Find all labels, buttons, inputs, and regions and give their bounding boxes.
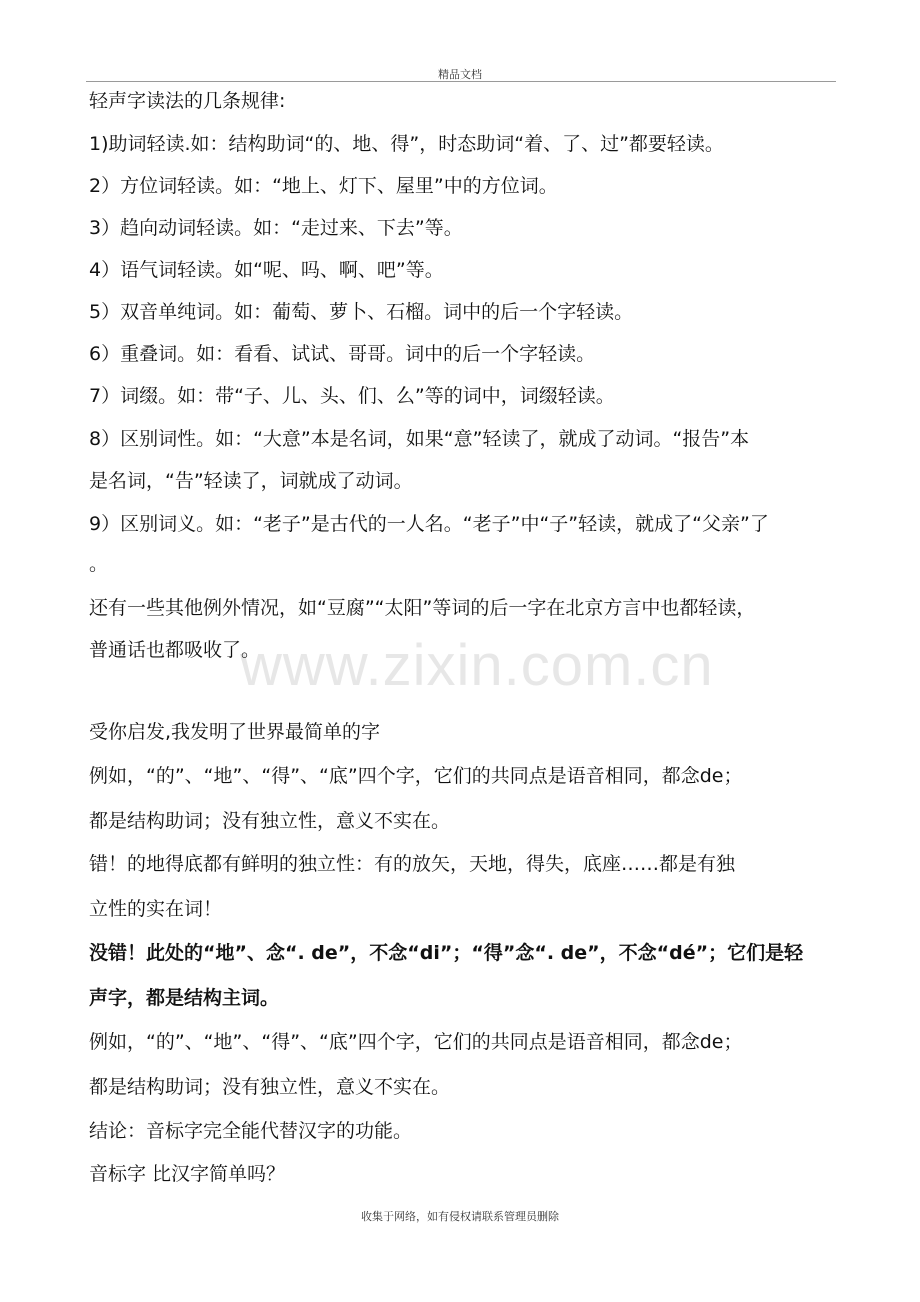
watermark: www.zixin.com.cn [240,633,714,698]
text-line: 都是结构助词；没有独立性，意义不实在。 [89,810,451,832]
text-line: 2）方位词轻读。如：“地上、灯下、屋里”中的方位词。 [89,175,558,197]
text-line: 立性的实在词！ [89,898,223,920]
text-line: 6）重叠词。如：看看、试试、哥哥。词中的后一个字轻读。 [89,343,596,365]
text-line: 轻声字读法的几条规律: [89,90,286,112]
text-line: 结论：音标字完全能代替汉字的功能。 [89,1120,413,1142]
text-line: 还有一些其他例外情况，如“豆腐”“太阳”等词的后一字在北京方言中也都轻读， [89,597,756,619]
text-line: 受你启发,我发明了世界最简单的字 [89,721,381,743]
text-line: 错！的地得底都有鲜明的独立性：有的放矢，天地，得失，底座……都是有独 [89,853,736,875]
bold-text-line: 声字，都是结构主词。 [89,987,280,1009]
text-line: 8）区别词性。如：“大意”本是名词，如果“意”轻读了，就成了动词。“报告”本 [89,428,750,450]
text-line: 9）区别词义。如：“老子”是古代的一人名。“老子”中“子”轻读，就成了“父亲”了 [89,513,769,535]
text-line: 1)助词轻读.如：结构助词“的、地、得”，时态助词“着、了、过”都要轻读。 [89,133,724,155]
page-footer: 收集于网络，如有侵权请联系管理员删除 [361,1210,559,1223]
text-line: 例如，“的”、“地”、“得”、“底”四个字，它们的共同点是语音相同，都念de； [89,1031,743,1053]
header-rule [86,81,836,82]
text-line: 音标字 比汉字简单吗？ [89,1163,286,1185]
text-line: 例如，“的”、“地”、“得”、“底”四个字，它们的共同点是语音相同，都念de； [89,765,743,787]
text-line: 5）双音单纯词。如：葡萄、萝卜、石榴。词中的后一个字轻读。 [89,301,634,323]
text-line: 是名词，“告”轻读了，词就成了动词。 [89,470,413,492]
text-line: 都是结构助词；没有独立性，意义不实在。 [89,1076,451,1098]
text-line: 3）趋向动词轻读。如：“走过来、下去”等。 [89,217,463,239]
text-line: 7）词缀。如：带“子、儿、头、们、么”等的词中，词缀轻读。 [89,385,615,407]
text-line: 4）语气词轻读。如“呢、吗、啊、吧”等。 [89,259,444,281]
text-line: 。 [89,553,109,575]
page-header: 精品文档 [438,68,482,81]
text-line: 普通话也都吸收了。 [89,639,261,661]
bold-text-line: 没错！此处的“地”、念“. de”，不念“di”；“得”念“. de”，不念“dé”；它们是轻 [89,942,804,964]
